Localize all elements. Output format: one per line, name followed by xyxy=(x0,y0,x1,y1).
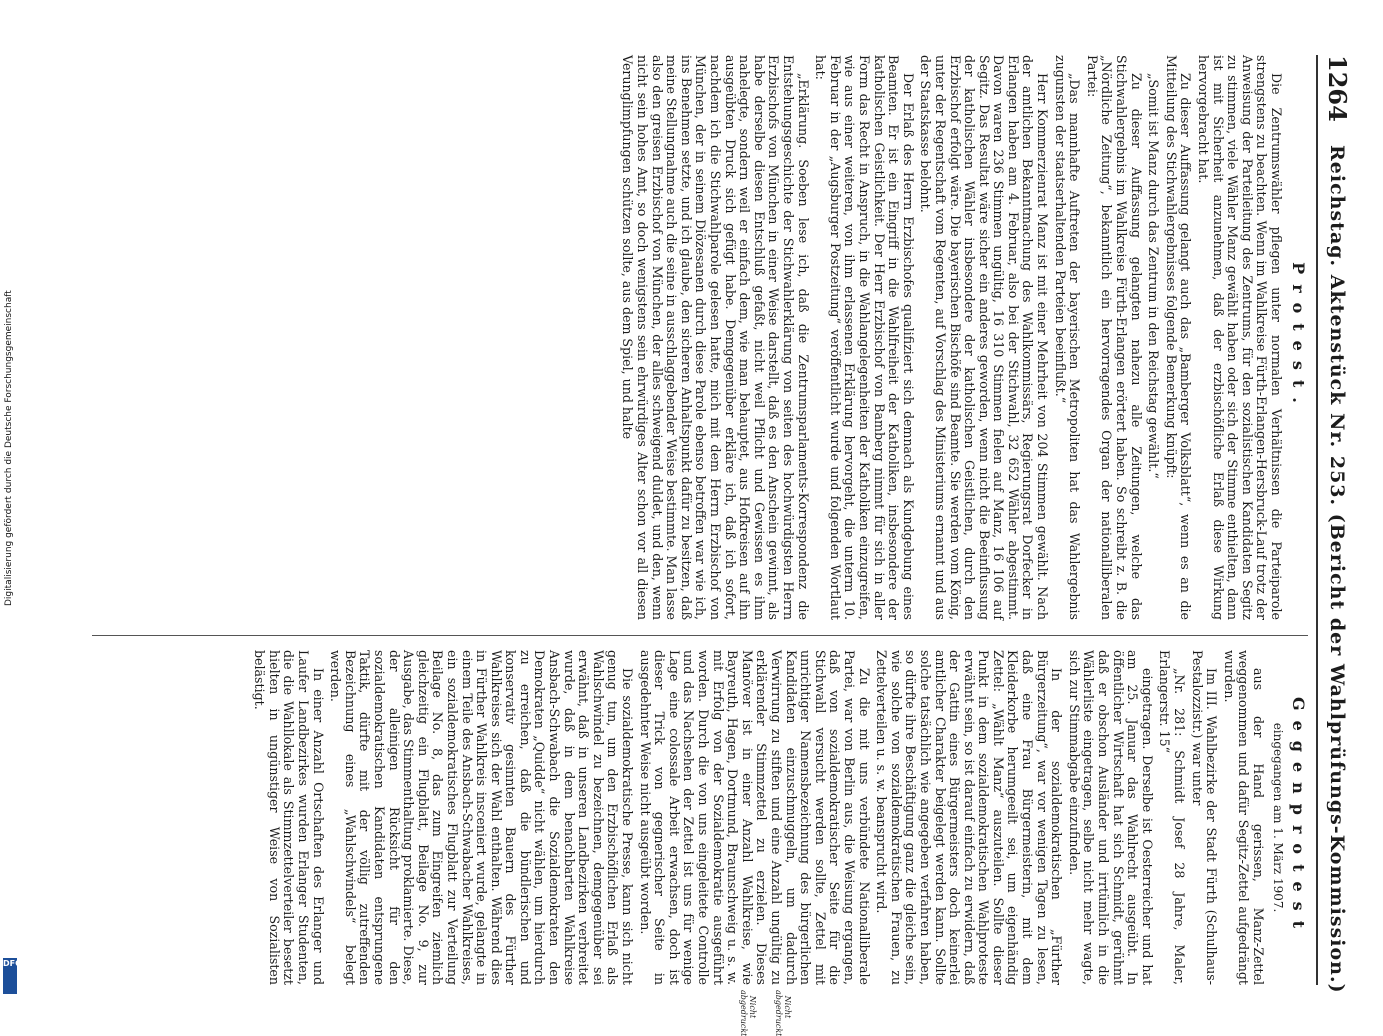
right-column xyxy=(92,650,1308,985)
paragraph: „Nr. 281: Schmidt Josef 28 Jahre, Maler, Erlangerstr. 15“ xyxy=(1157,650,1188,985)
paragraph: In einer Anzahl Ortschaften des Erlanger und Laufer Landbezirkes wurden Erlanger Studenten, die die Wahllokale als Stimmzettelverteiler besetzt hielten in ungünstiger Weise von Sozialisten belästigt. xyxy=(252,650,326,985)
paragraph: „Somit ist Manz durch das Zentrum in den Reichstag gewählt.“ xyxy=(1146,73,1162,479)
page-title: Reichstag. Aktenstück Nr. 253. (Bericht der Wahlprüfungs-Kommission.) xyxy=(1326,145,1348,994)
digitization-credit: Digitalisierung gefördert durch die Deutsche Forschungsgemeinschaft xyxy=(4,290,14,606)
dfg-logo-text: DFG xyxy=(3,959,22,968)
paragraph: eingetragen. Derselbe ist Oesterreicher und hat am 25. Januar das Wahlrecht ausgeübt. In öffentlicher Wirtschaft hat sich Schmidt, gerühmt daß er obschon Ausländer und irrtümlich in die Wählerliste eingetragen, selbe nicht mehr wagte, sich zur Stimmabgabe einzufinden. xyxy=(1066,650,1155,985)
page-number: 1264 xyxy=(1323,55,1352,122)
rotated-page xyxy=(92,55,1352,1036)
column-divider xyxy=(92,635,1308,636)
dfg-logo xyxy=(3,958,22,994)
paragraph: Im III. Wahlbezirke der Stadt Fürth (Schulhaus-Pestalozzistr.) war unter xyxy=(1189,650,1220,985)
paragraph: Zu die mit uns verbündete Nationalliberale Partei, war von Berlin aus, die Weisung ergangen, daß von sozialdemokratischer Seite für die Stichwahl versucht werden sollte, Zettel mit unrichtiger Namensbezeichnung des bürgerlichen Kandidaten einzuschmuggeln, um dadurch Verwirrung zu stiften und eine Anzahl ungültig zu erklärender Stimmzettel zu erzielen. Dieses Manöver ist in einer Anzahl Wahlkreise, wie Bayreuth, Hagen, Dortmund, Braunschweig u. s. w. mit Erfolg von der Sozialdemokratie ausgeführt worden. Durch die von uns eingeleitete Controlle und das Nachsehen der Zettel ist uns für wenige Lage eine colossale Arbeit erwachsen, doch ist dieser Trick von gegnerischer Seite in ausgedehnter Weise nicht ausgeübt worden. xyxy=(637,650,872,985)
paragraph: Herr Kommerzienrat Manz ist mit einer Mehrheit von 204 Stimmen gewählt. Nach der amtlichen Bekanntmachung des Wahlkommissärs, Regierungsrat Dorfecker in Erlangen haben am 4. Februar, also bei der Stichwahl, 32 652 Wähler abgestimmt. Davon waren 236 Stimmen ungültig, 16 310 Stimmen fielen auf Manz, 16 106 auf Segitz. Das Resultat wäre sicher ein anderes geworden, wenn nicht die Beeinflussung der katholischen Wähler insbesondere der katholischen Geistlichen, durch den Erzbischof erfolgt wäre. Die bayerischen Bischöfe sind Beamte. Sie werden vom König, unter der Regentschaft vom Regenten, auf Vorschlag des Ministeriums ernannt und aus der Staatskasse belohnt. xyxy=(918,55,1051,620)
margin-note: Nicht abgedruckt xyxy=(739,990,757,1036)
left-column xyxy=(92,55,1308,620)
paragraph: Die sozialdemokratische Presse, kann sich nicht genug tun, um den Erzbischöflichen Erlaß als Wahlschwindel zu bezeichnen, demgegenüber sei erwähnt, daß in unseren Landbezirken verbreitet wurde, daß in dem benachbarten Wahlkreise Ansbach-Schwabach die Sozialdemokraten den Demokraten „Quidde“ nicht wählen, um hierdurch zu erreichen, daß die bündlerischen und konservativ gesinnten Bauern des Fürther Wahlkreises sich der Wahl enthalten. Während dies in Fürther Wahlkreis insceniert wurde, gelangte in einem Teile des Ansbach-Schwabacher Wahlkreises, ein sozialdemokratisches Flugblatt zur Verteilung Beilage No. 8, das zum Eingreifen ziemlich gleichzeitig ein Flugblatt, Beilage No. 9, zur Ausgabe, das Stimmenthaltung proklamierte. Diese, der alleinigen Rücksicht für den sozialdemokratischen Kandidaten entsprungene Taktik, dürfte mit der völlig zutreffenden Bezeichnung eines „Wahlschwindels“ belegt werden. xyxy=(328,650,636,985)
paragraph: „Erklärung. Soeben lese ich, daß die Zentrumsparlaments-Korrespondenz die Entstehungsgeschichte der Stichwahlerklärung von seiten des hochwürdigsten Herrn Erzbischofs von München in einer Weise darstellt, daß es den Anschein gewinnt, als habe derselbe diesen Entschluß gefaßt, nicht weil Pflicht und Gewissen es ihm nahelegte, sondern weil er einfach dem, wie man behauptet, aus Hofkreisen auf ihn ausgeübten Druck sich gefügt habe. Demgegenüber erkläre ich, daß ich sofort, nachdem ich die Stichwahlparole gelesen hatte, mich mit dem Herrn Erzbischof von München, der in seinem Diözesanen durch diese Parole ebenso betroffen war wie ich, ins Benehmen setzte, und ich glaube, den sicheren Anhaltspunkt dafür zu besitzen, daß meine Stellungnahme auch die seine in ausschlaggebender Weise bestimmte. Man lasse also den greisen Erzbischof von München, der alles schweigend duldet, und den, wenn nicht sein hohes Amt, so doch wenigstens sein ehrwürdiges Alter schon vor all diesen Verunglimpfungen schützen sollte, aus dem Spiel, und halte xyxy=(620,55,811,620)
gegenprotest-date: eingegangen am 1. März 1907. xyxy=(1271,722,1285,913)
page-header xyxy=(1322,55,1352,994)
paragraph: Der Erlaß des Herrn Erzbischofes qualifiziert sich demnach als Kundgebung eines Beamten. Er ist ein Eingriff in die Wahlfreiheit der Katholiken, insbesondere der katholischen Geistlichkeit. Der Herr Erzbischof von Bamberg nimmt für sich in aller Form das Recht in Anspruch, in die Wahlangelegenheiten der Katholiken einzugreifen, wie aus einer weiteren, von ihm erlassenen Erklärung hervorgeht, die unterm 10. Februar in der „Augsburger Postzeitung“ veröffentlicht wurde und folgenden Wortlaut hat: xyxy=(813,55,916,620)
paragraph: In der sozialdemokratischen „Fürther Bürgerzeitung“, war vor wenigen Tagen zu lesen, daß eine Frau Bürgermeisterin, mit dem Kleiderkorbe herumgeeilt sei, um eigenhändig Zettel: „Wählt Manz“ auszuteilen. Sollte dieser Punkt in dem sozialdemokratischen Wahlproteste erwähnt sein, so ist darauf einfach zu erwidern, daß der Gattin eines Bürgermeisters doch keinerlei amtlicher Charakter beigelegt werden kann. Sollte solche tatsächlich wie angegeben verfahren haben, so dürfte ihre Beschäftigung ganz die gleiche sein, wie solche von sozialdemokratischen Frauen, zu Zettelverteilen u. s. w. beansprucht wird. xyxy=(874,650,1065,985)
protest-heading: Protest. xyxy=(1289,262,1308,413)
margin-note: Nicht abgedruckt xyxy=(774,990,792,1036)
paragraph: Zu dieser Auffassung gelangten nahezu alle Zeitungen, welche das Stichwahlergebnis im Wahlkreise Fürth-Erlangen erörtert haben. So schreibt z. B. die „Nördliche Zeitung“, bekanntlich ein hervorragendes Organ der nationalliberalen Partei: xyxy=(1084,55,1144,620)
paragraph: Die Zentrumswähler pflegen unter normalen Verhältnissen die Parteiparole strengstens zu beachten. Wenn im Wahlkreise Fürth-Erlangen-Hersbruck-Lauf trotz der Anweisung der Parteileitung des Zentrums, für den sozialistischen Kandidaten Segitz zu stimmen, viele Wähler Manz gewählt haben oder sich der Stimme enthielten, dann ist mit Sicherheit anzunehmen, daß der erzbischöfliche Erlaß diese Wirkung hervorgebracht hat. xyxy=(1196,55,1284,620)
paragraph: „Das mannhafte Auftreten der bayerischen Metropoliten hat das Wahlergebnis zugunsten der staatserhaltenden Parteien beeinflußt.“ xyxy=(1052,55,1083,620)
paragraph: aus der Hand gerissen, Manz-Zettel weggenommen und dafür Segitz-Zettel aufgedrängt wurden. xyxy=(1221,650,1266,985)
gegenprotest-heading: Gegenprotest xyxy=(1289,696,1308,939)
paragraph: Zu dieser Auffassung gelangt auch das „Bamberger Volksblatt“, wenn es an die Mitteilung des Stichwahlergebnisses folgende Bemerkung knüpft: xyxy=(1163,55,1194,620)
header-rule xyxy=(1316,55,1318,985)
